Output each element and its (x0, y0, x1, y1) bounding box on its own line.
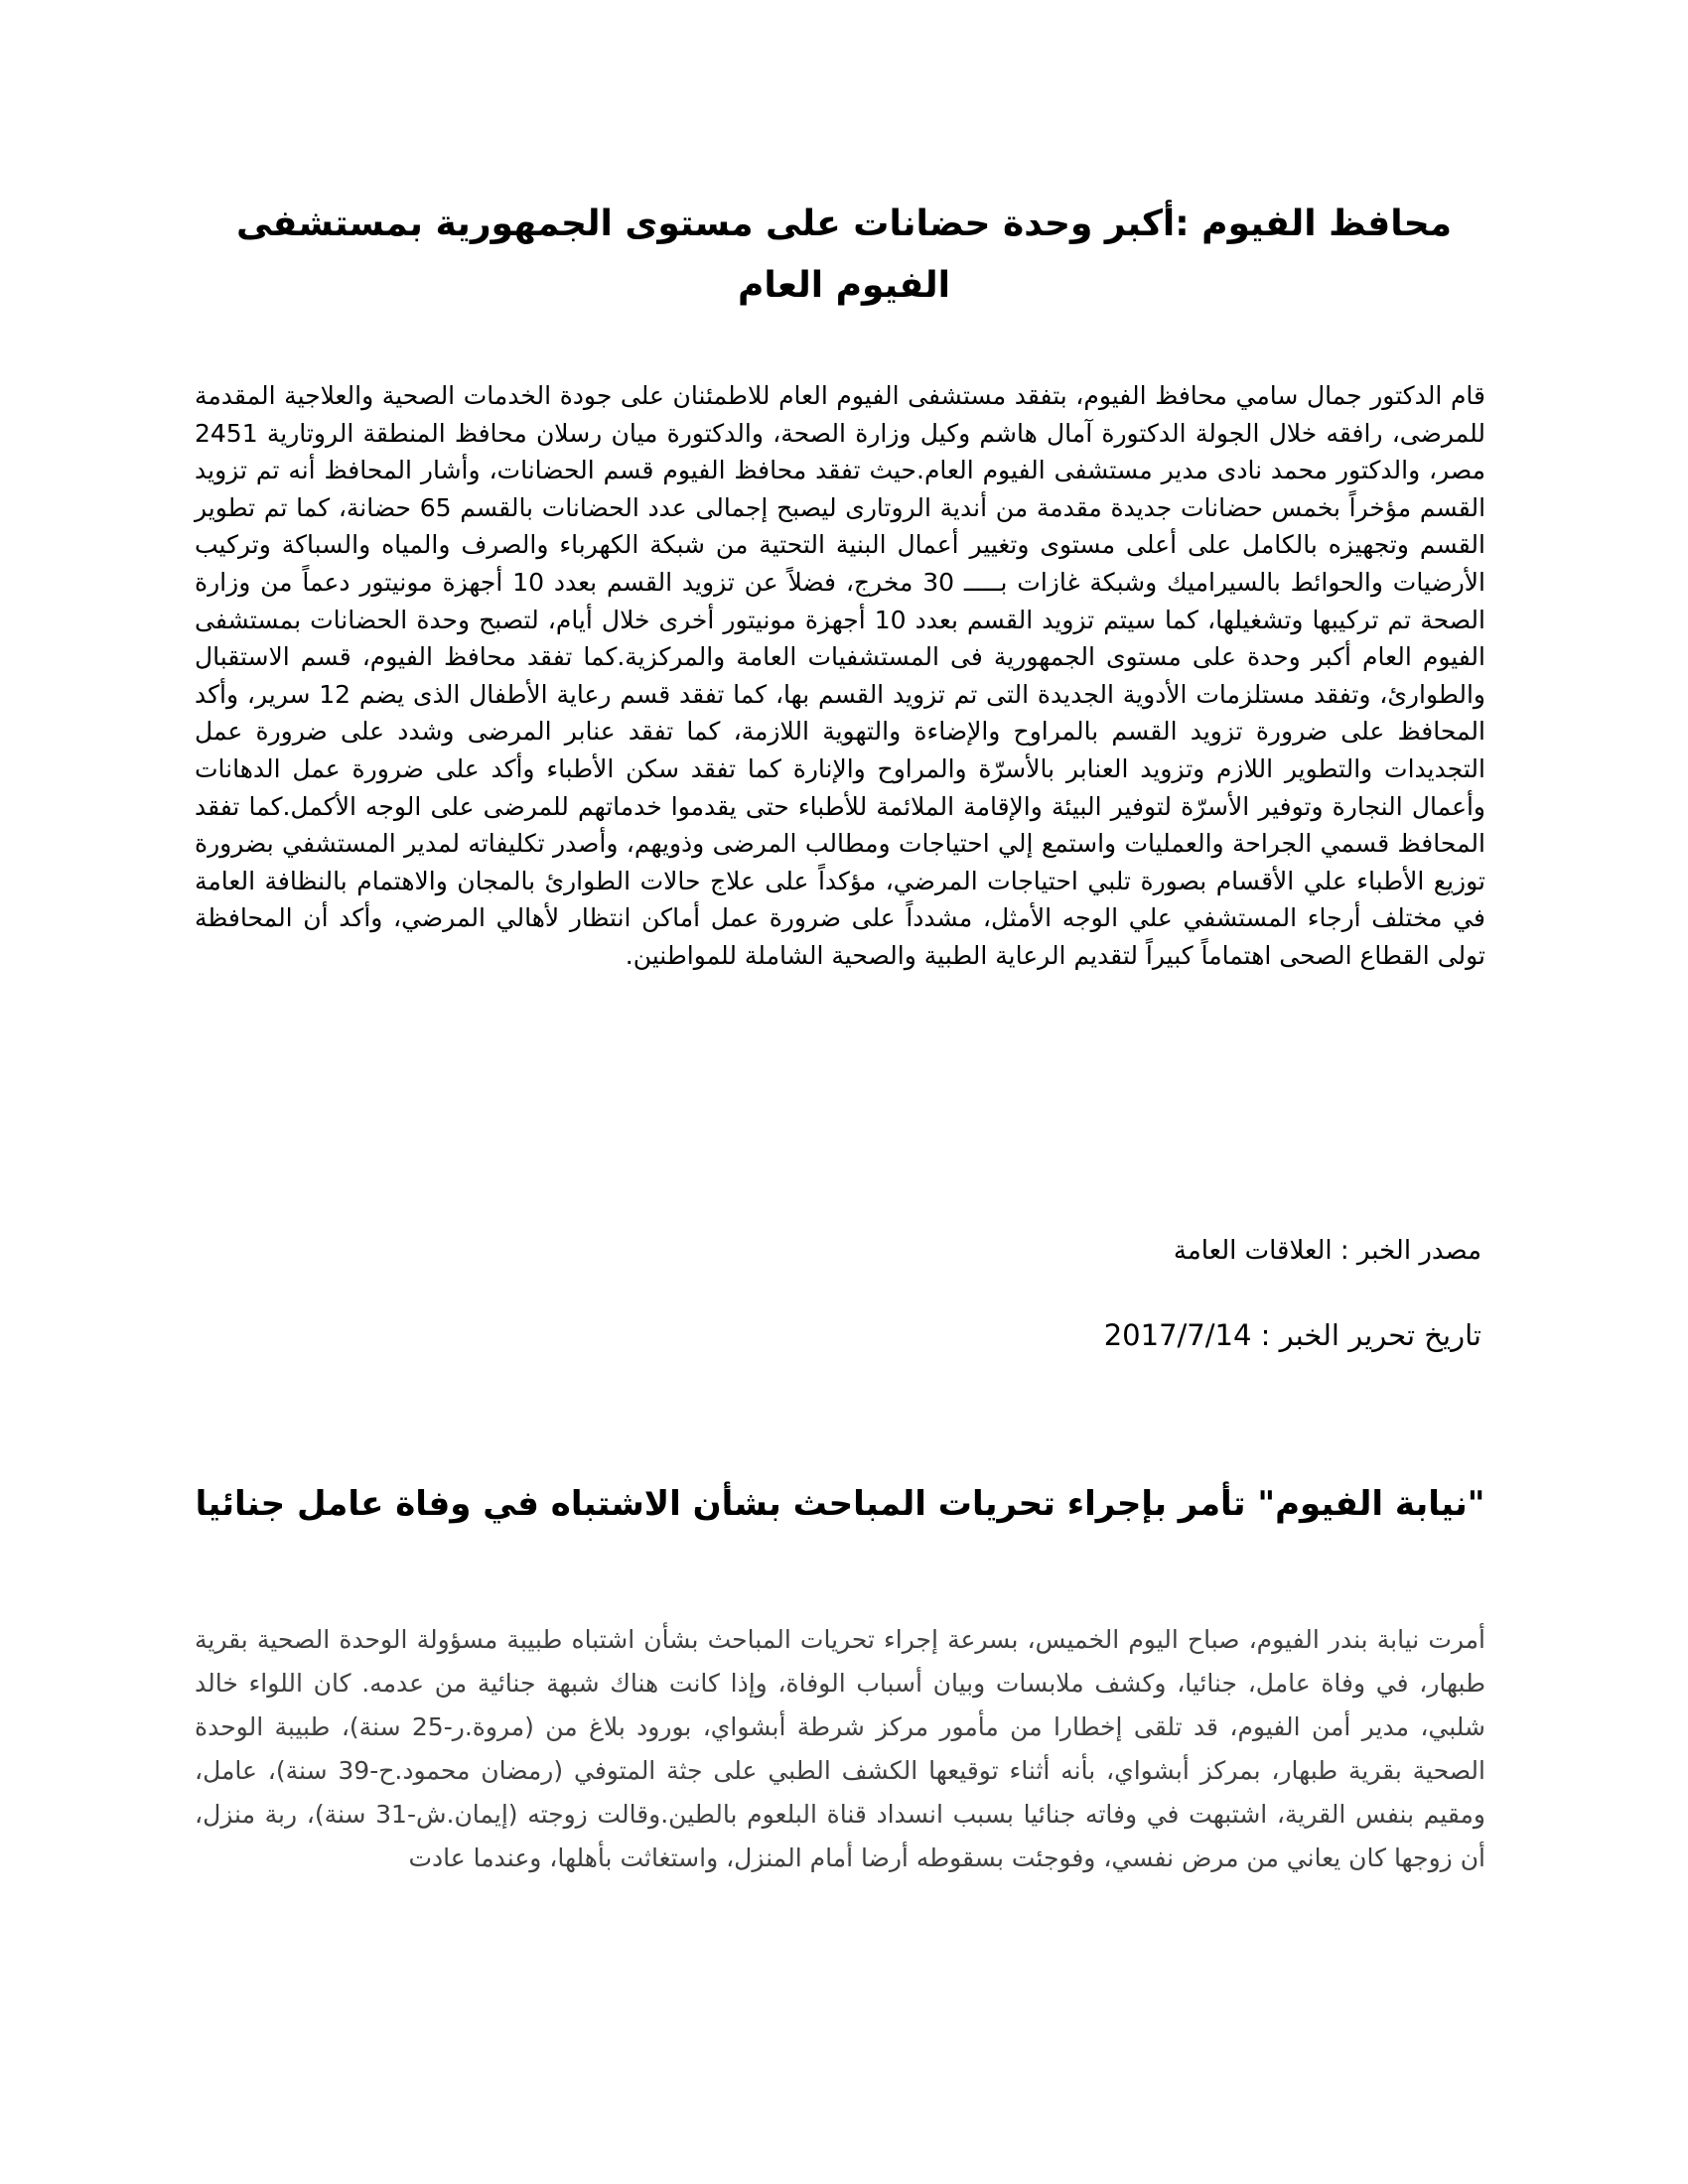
news-date: تاريخ تحرير الخبر : 2017/7/14 (1103, 1318, 1481, 1352)
article-title-2: "نيابة الفيوم" تأمر بإجراء تحريات المباحث بشأن الاشتباه في وفاة عامل جنائيا (195, 1484, 1485, 1524)
article-body: قام الدكتور جمال سامي محافظ الفيوم، بتفقد مستشفى الفيوم العام للاطمئنان على جودة الخدمات الصحية والعلاجية المقدمة للمرضى، رافقه خلال الجولة الدكتورة آمال هاشم وكيل وزارة الصحة، والدكتورة ميان رسلان محافظ المنطقة الروتارية 2451 مصر، والدكتور محمد نادى مدير مستشفى الفيوم العام.حيث تفقد محافظ الفيوم قسم الحضانات، وأشار المحافظ أنه تم تزويد القسم مؤخراً بخمس حضانات جديدة مقدمة من أندية الروتارى ليصبح إجمالى عدد الحضانات بالقسم 65 حضانة، كما تم تطوير القسم وتجهيزه بالكامل على أعلى مستوى وتغيير أعمال البنية التحتية من شبكة الكهرباء والصرف والمياه والسباكة وتركيب الأرضيات والحوائط بالسيراميك وشبكة غازات بـــــ 30 مخرج، فضلاً عن تزويد القسم بعدد 10 أجهزة مونيتور دعماً من وزارة الصحة تم تركيبها وتشغيلها، كما سيتم تزويد القسم بعدد 10 أجهزة مونيتور أخرى خلال أيام، لتصبح وحدة الحضانات بمستشفى الفيوم العام أكبر وحدة على مستوى الجمهورية فى المستشفيات العامة والمركزية.كما تفقد محافظ الفيوم، قسم الاستقبال والطوارئ، وتفقد مستلزمات الأدوية الجديدة التى تم تزويد القسم بها، كما تفقد قسم رعاية الأطفال الذى يضم 12 سرير، وأكد المحافظ على ضرورة تزويد القسم بالمراوح والإضاءة والتهوية اللازمة، كما تفقد عنابر المرضى وشدد على ضرورة عمل التجديدات والتطوير اللازم وتزويد العنابر بالأسرّة والمراوح والإنارة كما تفقد سكن الأطباء وأكد على ضرورة عمل الدهانات وأعمال النجارة وتوفير الأسرّة لتوفير البيئة والإقامة الملائمة للأطباء حتى يقدموا خدماتهم للمرضى على الوجه الأكمل.كما تفقد المحافظ قسمي الجراحة والعمليات واستمع إلي احتياجات ومطالب المرضى وذويهم، وأصدر تكليفاته لمدير المستشفي بضرورة توزيع الأطباء علي الأقسام بصورة تلبي احتياجات المرضي، مؤكداً على علاج حالات الطوارئ بالمجان والاهتمام بالنظافة العامة في مختلف أرجاء المستشفي علي الوجه الأمثل، مشدداً على ضرورة عمل أماكن انتظار لأهالي المرضي، وأكد أن المحافظة تولى القطاع الصحى اهتماماً كبيراً لتقديم الرعاية الطبية والصحية الشاملة للمواطنين. (195, 381, 1486, 970)
news-source: مصدر الخبر : العلاقات العامة (1173, 1236, 1481, 1266)
article-title: محافظ الفيوم :أكبر وحدة حضانات على مستوى الجمهورية بمستشفى الفيوم العام (235, 204, 1453, 306)
article-body-2: أمرت نيابة بندر الفيوم، صباح اليوم الخميس، بسرعة إجراء تحريات المباحث بشأن اشتباه طبيبة مسؤولة الوحدة الصحية بقرية طبهار، في وفاة عامل، جنائيا، وكشف ملابسات وبيان أسباب الوفاة، وإذا كانت هناك شبهة جنائية من عدمه. كان اللواء خالد شلبي، مدير أمن الفيوم، قد تلقى إخطارا من مأمور مركز شرطة أبشواي، بورود بلاغ من (مروة.ر-25 سنة)، طبيبة الوحدة الصحية بقرية طبهار، بمركز أبشواي، بأنه أثناء توقيعها الكشف الطبي على جثة المتوفي (رمضان محمود.ح-39 سنة)، عامل، ومقيم بنفس القرية، اشتبهت في وفاته جنائيا بسبب انسداد قناة البلعوم بالطين.وقالت زوجته (إيمان.ش-31 سنة)، ربة منزل، أن زوجها كان يعاني من مرض نفسي، وفوجئت بسقوطه أرضا أمام المنزل، واستغاثت بأهلها، وعندما عادت (195, 1625, 1485, 1872)
